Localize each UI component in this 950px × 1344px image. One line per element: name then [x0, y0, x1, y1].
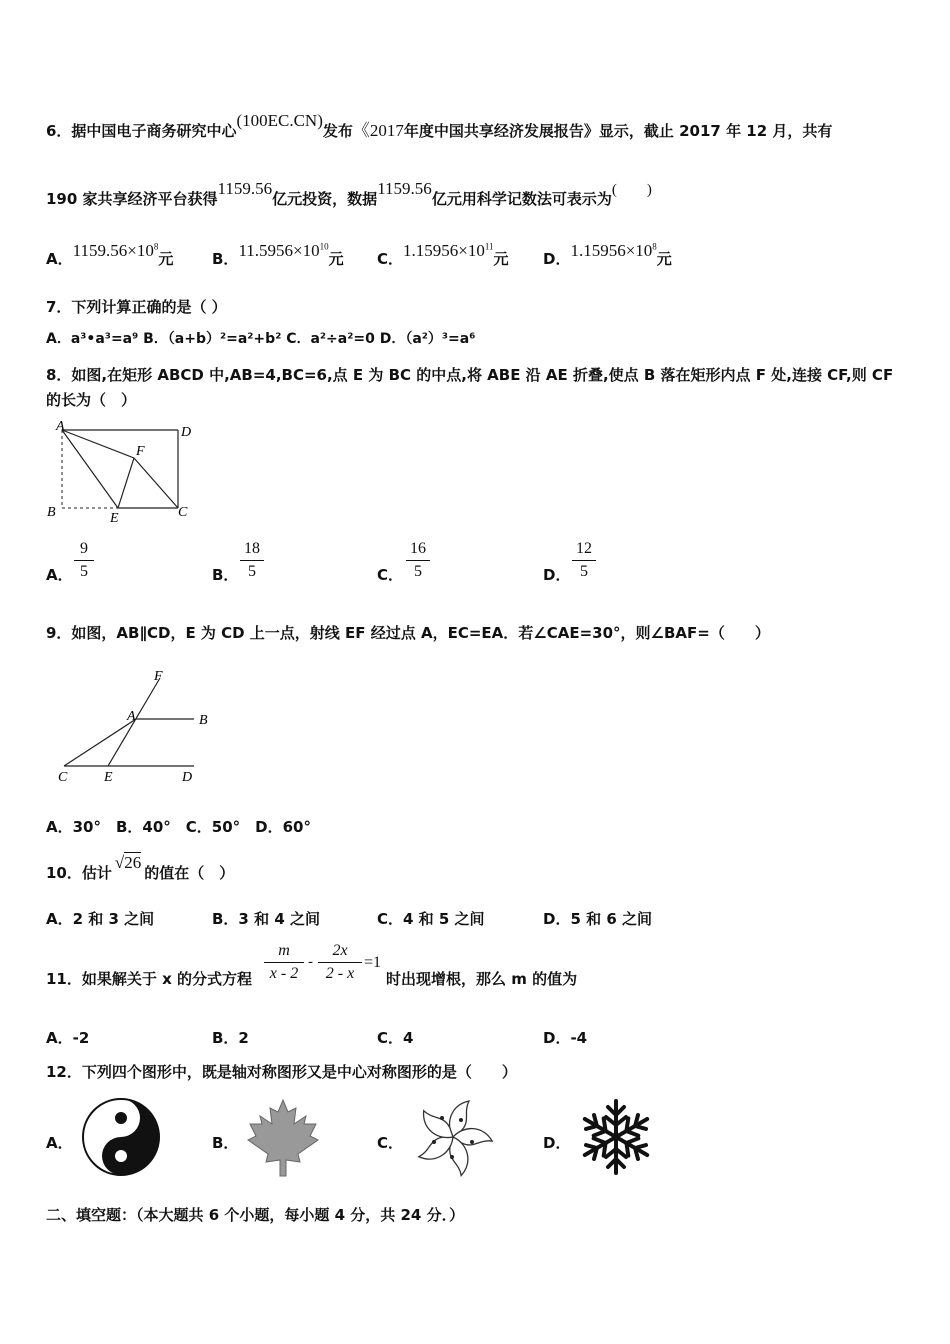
q8-option-b-label: B． — [212, 566, 239, 584]
q10-option-a: A．2 和 3 之间 — [46, 910, 155, 928]
q11-fraction-2: $\frac{2x}{2 - x}$ — [318, 940, 362, 985]
q11-minus: - — [308, 954, 313, 970]
line-fc — [134, 458, 178, 508]
q8-option-d-fraction: $\frac{12}{5}$ — [572, 538, 596, 583]
line-fe — [118, 458, 134, 508]
maple-leaf-icon — [240, 1094, 326, 1180]
line-af — [62, 430, 134, 458]
q8-figure — [44, 418, 204, 526]
q12-option-c-label: C． — [377, 1134, 404, 1152]
label-e: E — [104, 770, 113, 785]
q6-option-a: A．$1159.56\times 10^8$元 — [46, 241, 174, 268]
q11-stem-b: 时出现增根，那么 m 的值为 — [386, 970, 578, 988]
q8-option-c-fraction: $\frac{16}{5}$ — [406, 538, 430, 583]
q11-option-d: D．-4 — [543, 1029, 588, 1047]
q6-stem-line2: 190 家共享经济平台获得1159.56亿元投资，数据1159.56亿元用科学记数法可表示为( ) — [46, 179, 652, 208]
section-2-title: 二、填空题：（本大题共 6 个小题，每小题 4 分，共 24 分．） — [46, 1206, 465, 1224]
q11-option-a: A．-2 — [46, 1029, 90, 1047]
label-b: B — [47, 505, 56, 520]
q10-option-b: B．3 和 4 之间 — [212, 910, 320, 928]
line-ca — [64, 719, 136, 766]
q8-stem-line2: 的长为（ ） — [46, 391, 137, 409]
label-f: F — [154, 669, 163, 684]
line-ae — [62, 430, 118, 508]
q11-option-b: B．2 — [212, 1029, 249, 1047]
label-c: C — [178, 505, 188, 520]
q6-option-c: C．$1.15956\times 10^{11}$元 — [377, 241, 509, 268]
label-e: E — [110, 511, 119, 526]
q8-option-d-label: D． — [543, 566, 571, 584]
label-c: C — [58, 770, 68, 785]
label-d: D — [182, 770, 193, 785]
sqrt-26: √26 — [114, 853, 142, 872]
q6-option-b: B．$11.5956\times 10^{10}$元 — [212, 241, 344, 268]
label-a: A — [56, 419, 65, 434]
q12-option-a-label: A． — [46, 1134, 73, 1152]
q11-equals: =1 — [364, 954, 382, 971]
q7-stem: 7．下列计算正确的是（ ） — [46, 298, 227, 316]
q12-option-b-label: B． — [212, 1134, 239, 1152]
q10-option-d: D．5 和 6 之间 — [543, 910, 652, 928]
q8-option-c-label: C． — [377, 566, 404, 584]
q9-figure — [54, 664, 214, 788]
q8-option-b-fraction: $\frac{18}{5}$ — [240, 538, 264, 583]
q6-option-d: D．$1.15956\times 10^8$元 — [543, 241, 672, 268]
label-b: B — [199, 713, 208, 728]
label-d: D — [181, 425, 192, 440]
q6-stem-line1: 6．据中国电子商务研究中心(100EC.CN)发布《2017年度中国共享经济发展报告》显示，截止 2017 年 12 月，共有 — [46, 111, 833, 140]
q12-option-d-label: D． — [543, 1134, 571, 1152]
q7-options: A．a³•a³=a⁹ B．（a+b）²=a²+b² C．a²÷a²=0 D．（a²）³=a⁶ — [46, 331, 476, 347]
snowflake-icon — [572, 1094, 660, 1180]
q11-stem-a: 11．如果解关于 x 的分式方程 — [46, 970, 252, 988]
label-a: A — [127, 709, 136, 724]
q9-options: A．30° B．40° C．50° D．60° — [46, 818, 311, 836]
yin-yang-icon — [76, 1094, 166, 1180]
q11-option-c: C．4 — [377, 1029, 414, 1047]
q8-option-a-label: A． — [46, 566, 73, 584]
q9-stem: 9．如图，AB∥CD，E 为 CD 上一点，射线 EF 经过点 A，EC=EA．若∠CAE=30°，则∠BAF=（ ） — [46, 624, 770, 642]
q12-stem: 12．下列四个图形中，既是轴对称图形又是中心对称图形的是（ ） — [46, 1063, 517, 1081]
q8-stem-line1: 8．如图,在矩形 ABCD 中,AB=4,BC=6,点 E 为 BC 的中点,将 ABE 沿 AE 折叠,使点 B 落在矩形内点 F 处,连接 CF,则 CF — [46, 366, 894, 384]
q8-option-a-fraction: $\frac{9}{5}$ — [74, 538, 94, 583]
label-f: F — [136, 444, 145, 459]
q10-option-c: C．4 和 5 之间 — [377, 910, 485, 928]
q11-fraction-1: $\frac{m}{x - 2}$ — [264, 940, 304, 985]
bauhinia-flower-icon — [406, 1094, 500, 1180]
q10-stem: 10．估计√26的值在（ ） — [46, 853, 235, 882]
